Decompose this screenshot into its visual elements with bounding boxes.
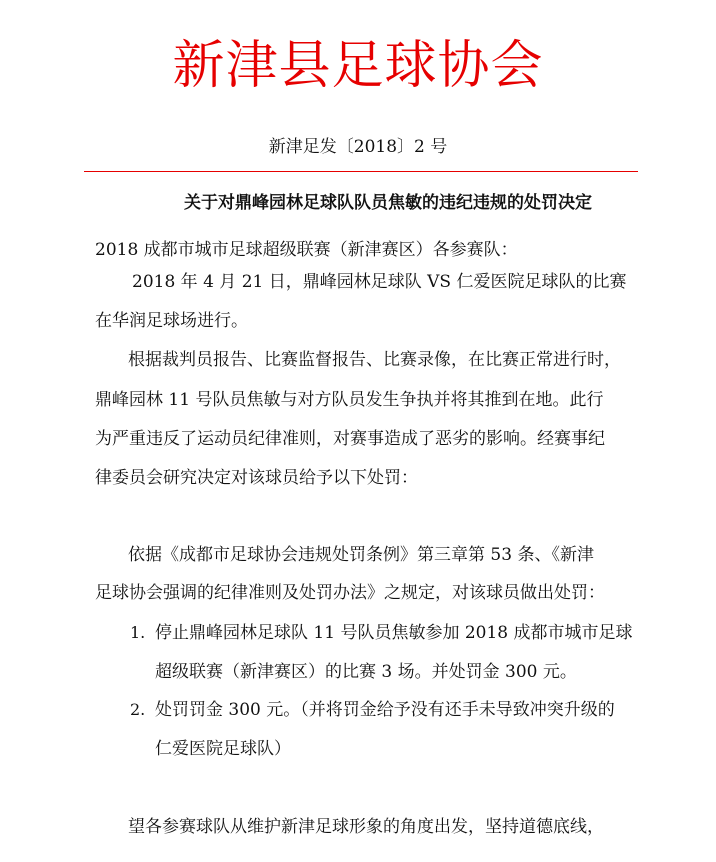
red-divider-line <box>84 171 638 172</box>
document-number: 新津足发〔2018〕2 号 <box>268 137 448 157</box>
salutation: 2018 成都市城市足球超级联赛（新津赛区）各参赛队： <box>95 240 518 260</box>
penalty-2-line-1: 处罚罚金 300 元。（并将罚金给予没有还手未导致冲突升级的 <box>155 700 615 720</box>
paragraph-3-line-1: 依据《成都市足球协会违规处罚条例》第三章第 53 条、《新津 <box>128 545 594 565</box>
paragraph-2-line-4: 律委员会研究决定对该球员给予以下处罚： <box>95 468 418 488</box>
paragraph-1-line-2: 在华润足球场进行。 <box>95 311 248 331</box>
paragraph-1-line-1: 2018 年 4 月 21 日，鼎峰园林足球队 VS 仁爱医院足球队的比赛 <box>132 272 627 292</box>
paragraph-3-line-2: 足球协会强调的纪律准则及处罚办法》之规定，对该球员做出处罚： <box>95 583 605 603</box>
org-title: 新津县足球协会 <box>172 36 544 96</box>
penalty-2-line-2: 仁爱医院足球队） <box>155 739 291 759</box>
paragraph-2-line-1: 根据裁判员报告、比赛监督报告、比赛录像，在比赛正常进行时， <box>128 350 621 370</box>
penalty-2-number: 2. <box>130 700 146 719</box>
penalty-1-line-1: 停止鼎峰园林足球队 11 号队员焦敏参加 2018 成都市城市足球 <box>155 623 633 643</box>
closing-line-1: 望各参赛球队从维护新津足球形象的角度出发，坚持道德底线， <box>128 817 604 837</box>
subject-heading: 关于对鼎峰园林足球队队员焦敏的违纪违规的处罚决定 <box>184 193 592 213</box>
penalty-1-number: 1. <box>130 623 146 642</box>
paragraph-2-line-3: 为严重违反了运动员纪律准则，对赛事造成了恶劣的影响。经赛事纪 <box>95 429 605 449</box>
paragraph-2-line-2: 鼎峰园林 11 号队员焦敏与对方队员发生争执并将其推到在地。此行 <box>95 390 604 410</box>
penalty-1-line-2: 超级联赛（新津赛区）的比赛 3 场。并处罚金 300 元。 <box>155 662 577 682</box>
